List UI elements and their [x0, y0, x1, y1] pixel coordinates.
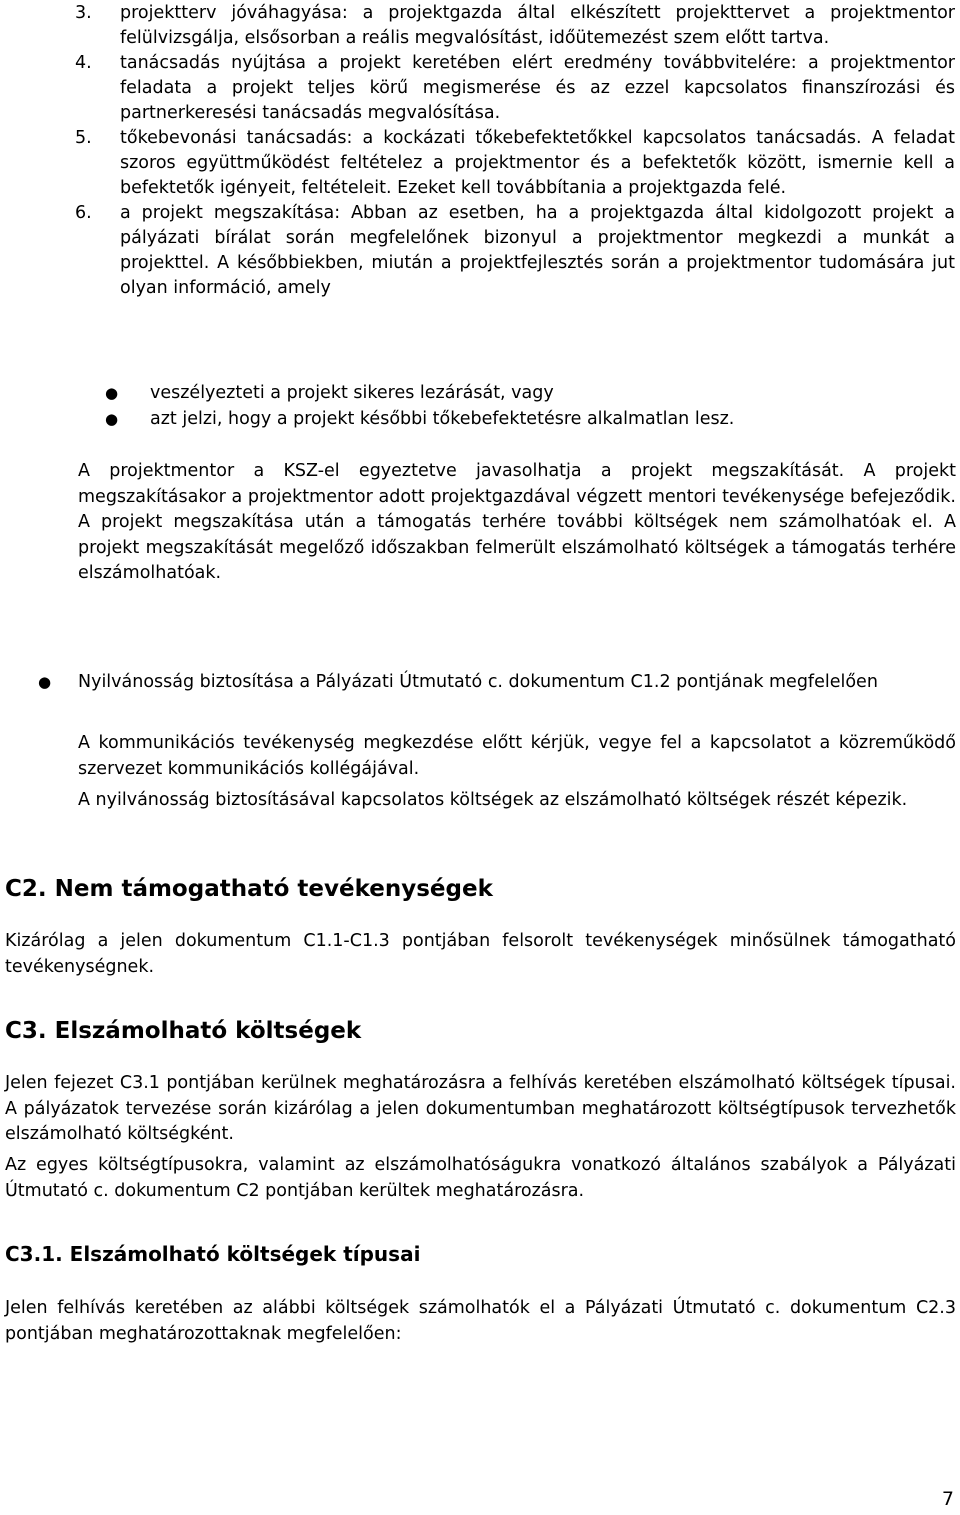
item-text: projektterv jóváhagyása: a projektgazda által elkészített projekttervet a projektmentor felülvizsgálja, elsősorban a reális megvalósítást, időütemezést szem előtt tartva. — [120, 3, 955, 48]
item-number: 5. — [75, 128, 92, 148]
item-text: a projekt megszakítása: Abban az esetben, ha a projektgazda által kidolgozott projekt a pályázati bírálat során megfelelőnek bizonyul a projektmentor megkezdi a munkát a projekttel. A későbbiekben, miután a projektfejlesztés során a projektmentor tudomására jut olyan információ, amely — [120, 203, 955, 298]
heading-c3-1: C3.1. Elszámolható költségek típusai — [5, 1242, 421, 1266]
bullet-icon: ● — [105, 410, 119, 428]
list-item — [75, 1, 955, 51]
page-number: 7 — [941, 1488, 954, 1510]
list-item — [75, 201, 955, 301]
paragraph-c2: Kizárólag a jelen dokumentum C1.1-C1.3 pontjában felsorolt tevékenységek minősülnek támogatható tevékenységnek. — [5, 931, 956, 977]
bullet-icon: ● — [105, 384, 119, 402]
publicity-bullet — [38, 670, 956, 695]
bullet-icon: ● — [38, 673, 52, 691]
heading-c3: C3. Elszámolható költségek — [5, 1018, 362, 1044]
list-item — [75, 126, 955, 201]
paragraph-publicity-costs: A nyilvánosság biztosításával kapcsolatos költségek az elszámolható költségek részét képezik. — [78, 790, 908, 810]
bullet-text: azt jelzi, hogy a projekt későbbi tőkebefektetésre alkalmatlan lesz. — [150, 409, 735, 429]
item-number: 3. — [75, 3, 92, 23]
list-item — [105, 380, 955, 406]
item-text: tanácsadás nyújtása a projekt keretében elért eredmény továbbvitelére: a projektmentor feladata a projekt teljes körű megismerése és az ezzel kapcsolatos finanszírozási és partnerkeresési tanácsadás megvalósítása. — [120, 53, 955, 123]
item-number: 4. — [75, 53, 92, 73]
item-text: tőkebevonási tanácsadás: a kockázati tőkebefektetőkkel kapcsolatos tanácsadás. A feladat szoros együttműködést feltételez a projektmentor és a befektetők között, ismernie kell a befektetők igényeit, feltételeit. Ezeket kell továbbítania a projektgazda felé. — [120, 128, 955, 198]
paragraph-communication: A kommunikációs tevékenység megkezdése előtt kérjük, vegye fel a kapcsolatot a közreműködő szervezet kommunikációs kollégájával. — [78, 733, 956, 779]
numbered-list — [75, 1, 955, 301]
paragraph-termination: A projektmentor a KSZ-el egyeztetve javasolhatja a projekt megszakítását. A projekt megszakításakor a projektmentor adott projektgazdával végzett mentori tevékenysége befejeződik. A projekt megszakítása után a támogatás terhére további költségek nem számolhatóak el. A projekt megszakítását megelőző időszakban felmerült elszámolható költségek a támogatás terhére elszámolhatóak. — [78, 461, 956, 583]
list-item — [75, 51, 955, 126]
heading-c2: C2. Nem támogatható tevékenységek — [5, 876, 493, 902]
bullet-list — [105, 380, 955, 432]
paragraph-c3-rules: Az egyes költségtípusokra, valamint az elszámolhatóságukra vonatkozó általános szabályok a Pályázati Útmutató c. dokumentum C2 pontjában kerültek meghatározásra. — [5, 1155, 956, 1201]
paragraph-c3-1: Jelen felhívás keretében az alábbi költségek számolhatók el a Pályázati Útmutató c. dokumentum C2.3 pontjában meghatározottaknak megfelelően: — [5, 1298, 956, 1344]
item-number: 6. — [75, 203, 92, 223]
list-item — [105, 406, 955, 432]
paragraph-c3-intro: Jelen fejezet C3.1 pontjában kerülnek meghatározásra a felhívás keretében elszámolható költségek típusai. A pályázatok tervezése során kizárólag a jelen dokumentumban meghatározott költségtípusok tervezhetők elszámolható költségként. — [5, 1073, 956, 1144]
bullet-text: Nyilvánosság biztosítása a Pályázati Útmutató c. dokumentum C1.2 pontjának megfelelően — [78, 672, 878, 692]
bullet-text: veszélyezteti a projekt sikeres lezárását, vagy — [150, 383, 554, 403]
